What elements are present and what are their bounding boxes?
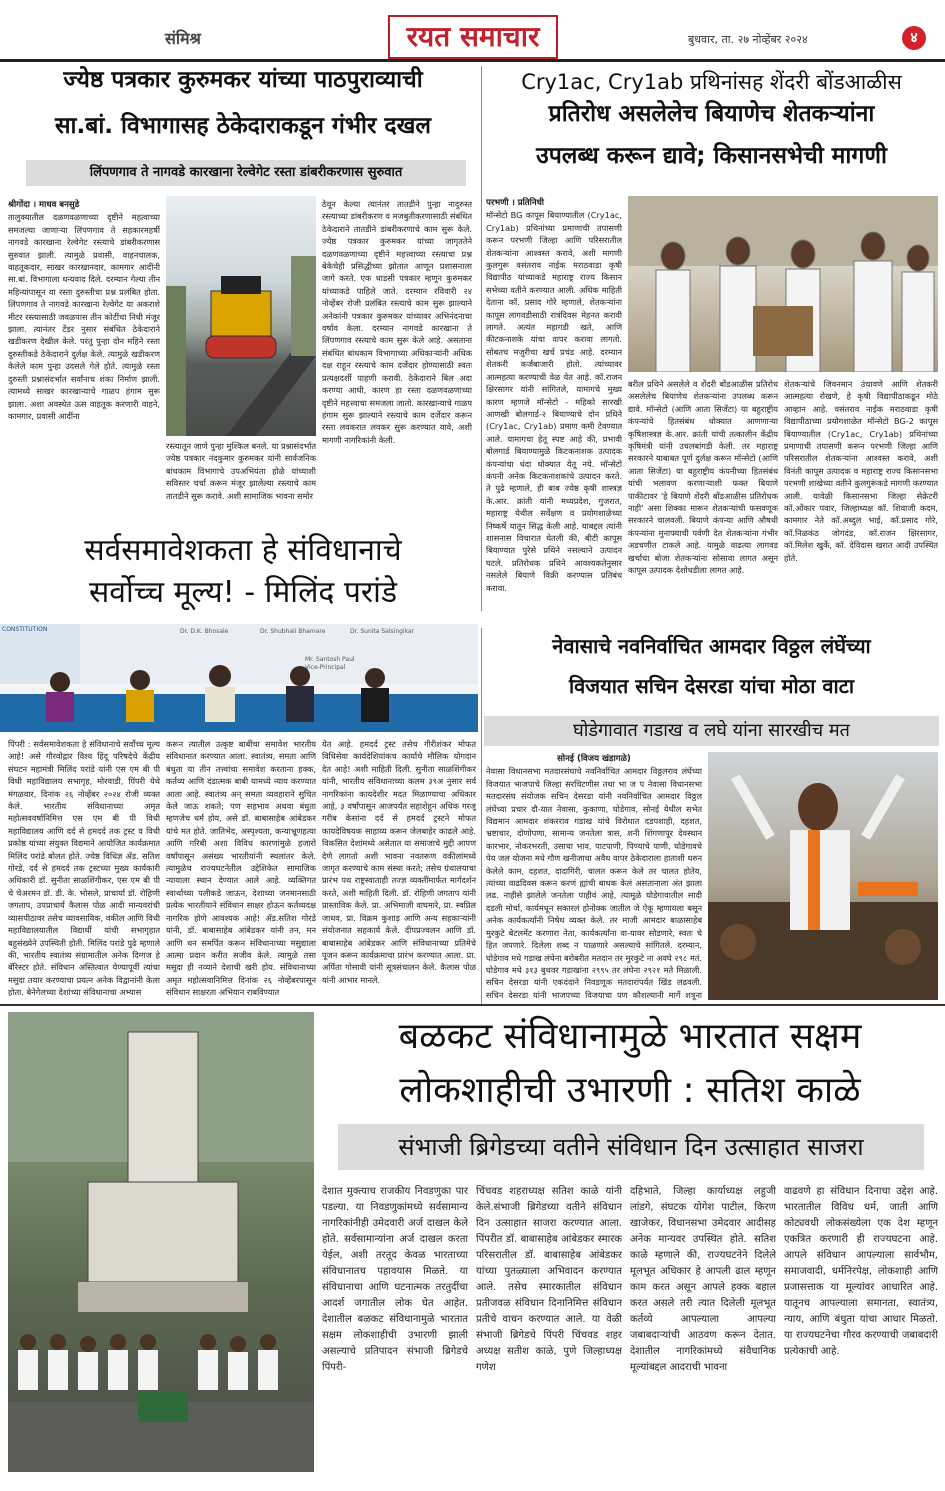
story3-column-3: येत आहे. हमदर्द ट्रस्ट तसेच गीरीशंकर मोफत विधिसेवा कार्यदेशियांकच कार्याचे मौलिक योगदान देत आहे! अशी माहिती दिली. सुनीता साळशिंगीकर यांनी, भारतीय संविधानाच्या कलम ३९अ नुसार सर्व नागरिकांना कायदेशीर मदत मिळाण्याचा अधिकार आहे, ३ वर्षांपासून आजपर्यंत सहाशेहून अधिक गरजू गरीब केसांना दर्द से हमदर्द ट्रस्टने मोफत कायदेविषयक साहाय्य करून जेलबाहेर काढले आहे. विकसित देशांमध्ये असेतात या समाजाचे मुद्दी आपण देणे लागतो अशी भावना नवतरूण वकीलांमध्ये जागृत करण्याचे काम संस्था करते; तसेच ग्रंथालयाचा प्रारंभ पथ राष्ट्रस्वाताही तज्ज्ञ व्यक्तींमार्फत मार्गदर्शन करते, अशी माहिती दिली. डॉ. रोहिणी जगताप यांनी प्रास्ताविक केले. प्रा. अभिमाजी वाघमारे, प्रा. स्वप्निल जाधव, प्रा. विक्रम कुशाड़ आणि अन्य सहकाऱ्यांनी संयोजनात सहकार्य केले. दीपप्रज्वलन आणि डॉ. बाबासाहेब आंबेडकर आणि संविधानाच्या प्रतिमेचे पूजन करून कार्यक्रमाचा प्रारंभ करण्यात आला. प्रा. अर्पिता गोसावी यांनी सूत्रसंचालन केले. कैलास पोळ यांनी आभार मानले. [322,739,476,985]
newspaper-title: रयत समाचार [388,15,558,59]
story2-byline: परभणी । प्रतिनिधी [486,198,544,208]
panel-banner-name-4: Mr. Santosh Paul [305,656,355,663]
story2-kicker: Cry1ac, Cry1ab प्रथिनांसह शेंदरी बोंडआळीस [521,70,902,94]
story4-subheadline: घोडेगावात गडाख व लघे यांना सारखीच मत [484,716,939,746]
story4-byline: सोनई (विजय खंडागळे) [557,754,631,764]
story4-text: नेवासा विधानसभा मतदारसंघाचे नवनिर्वाचित आमदार विठ्ठलराव लंघेंच्या विजयात भाजपाचे जिल्हा सरचिटणीस तथा भा ज प नेवासा विधानसभा मतदारसंघ संयोजक सचिन देसरडा यांनी नवनिर्वाचित आमदार विठ्ठल लंघेंच्या प्रचार दौ-यात नेवासा, कुकाणा, घोडेगाव, सोनई येथील सभेत विद्यमान आमदार शंकरराव गडाख यांचे विरोधात दडपशाही, दहशत, भ्रष्टाचार, दोणोपणा, सामान्य जनतेला त्रास, शनी शिंगणापूर देवस्थान कारभार, नोकरभरती, उसाचा भाव, पाटपाणी, पिण्याचे पाणी, घोडेगावचे पेय जल योजना मधे गौण खनीजाचा अवैध वापर ठेकेदाराला हाताशी धरुन केलेले काम, दहशत, दादागिरी, चालत करून केले तर चालत होतेय, त्यांच्या वाढदिवस करून करणं ह्यांची बाधक केलं असतानाला अंत झाला लढ. नाहीसे झालेले जनतेला पाहीवं आहे, त्यामुळे घोडेगावातील सादी दडली मोर्चा, कार्यमधून सकारलं होनोक्क जातील जे ऐकू म्हणायला बसून अनेक कार्यकर्त्यांनी निषेध व्यक्त केले. तर माजी आमदार बाळासाहेब मुरकुटे बेटलमेंट करणारा नेता, कार्यकर्त्यांना वा-यावर सोडणारे, स्वतः चे हित जपणारे. दिलेला शब्द न पाळणारे असल्याचे सांगितले. दरम्यान, घोडेगाव मधे गडाख लंघेना बरोबरीत मतदान तर मुरकुटे ना अवघे २९८ मतं. घोडेगाव मधे ३१३ बुथवर गडाखांना २९९५ तर लंघेना २९२१ मते मिळाली. सचिन देसरडा यांनी एकदंदाने निवडणूक मतदारांपर्यत खिंड लढवली. सचिन देसरडा यांनी भाजपच्या विजयाचा पण कौशल्यानी मार्गे शत्रूना [486,766,702,1000]
story1-headline-line1: ज्येष्ठ पत्रकार कुरुमकर यांच्या पाठपुराव्याची [63,67,423,93]
divider-vertical-top [481,66,482,611]
story3-headline-line1: सर्वसमावेशकता हे संविधानाचे [84,533,402,568]
story4-headline-line2: विजयात सचिन देसरडा यांचा मोठा वाटा [569,674,854,698]
panel-banner-constitution: CONSTITUTION [2,626,48,633]
page-number: ४ [902,26,926,50]
divider-vertical-middle [481,628,482,1004]
section-label: संमिश्र [165,29,201,48]
story5-subheadline: संभाजी ब्रिगेडच्या वतीने संविधान दिन उत्साहात साजरा [338,1124,924,1170]
panel-banner-name-1: Dr. D.K. Bhosale [180,628,229,635]
story5-headline-line1: बळकट संविधानामुळे भारतात सक्षम [398,1016,862,1057]
story2-column-2: बरील प्रथिने असलेले व शेंदरी बोंडआळीस प्रतिरोध असलेलेच बियाणेच शेतकऱ्यांना उपलब्ध करून द्यावे. मॉन्सेटो (आणि आता सिजेंटा) या बहुराष्ट्रीय कंपन्यांचे हितसंबंध धोक्यात आणणाऱ्या कृषिशास्त्रज्ञ के.आर. क्रांती यांची तत्कालीन केंद्रीय कृषिमंत्री यांनी उचलबांगडी केली. तर महाराष्ट्र सरकारने याबाबत पूर्ण दुर्लक्ष करून मॉन्सेटो (आणि आता सिजेंटा) या बहुराष्ट्रीय कंपनीच्या हितसंबंध यांची भलावण करणाऱ्याशी फक्त बियाणे पाकीटावर 'हे बियाणे शेंदरी बोंडआळीस प्रतिरोधक नाही' असा शिक्का मारून शेतकऱ्यांची फसवणूक सरकारने चालवली. बियाणे कंपन्या आणि औषधी कंपन्यांना मुनाफ्याची पर्वणी देत शेतकऱ्यांना गंभीर अडचणीत टाकले आहे. यामुळे वाढत्या लागवड खर्चाचा बोजा शेतकऱ्यांना सोसावा लागत असून कापूस उत्पादक देशोधडीला लागत आहे. [628,379,778,576]
farmers-meeting-photo [628,196,938,372]
constitution-memorial-photo [8,1012,314,1472]
road-roller-icon [166,196,316,436]
story2-column-3: शेतकऱ्यांचे जिवनमान उंचावणे आणि शेतकरी आत्महत्या रोखणे, हे कृषी विद्यापीठाकडून मोठे आव्हान आहे. वसंतराव नाईक मराठवाडा कृषी विद्यापीठाच्या प्रयोगशाळेत मॉन्सेटो BG-2 कापूस बियाण्यातील (Cry1ac, Cry1ab) प्रथिनांच्या प्रमाणाची तपासणी करून परभणी जिल्हा आणि परिसरातील शेतकऱ्यांना आश्वस्त करावे, अशी विनंती कापूस उत्पादक व महाराष्ट्र राज्य किसानसभा परभणी शाखेच्या वतीने कुलगुरूंकडे मागणी करण्यात आली. यावेळी किसानसभा जिल्हा सेक्रेटरी कॉ.ओंकार पवार, जिल्हाध्यक्ष कॉ. शिवाजी कदम, कामगार नेते कॉ.अब्दुल भाई, कॉ.प्रसाद गोरे, कॉ.निळकंठ जोगदंड, कॉ.राजन क्षिरसागर, कॉ.मिलेश खुर्के, कॉ. देविदास खरात आदी उपस्थित होते. [784,379,938,563]
story3-column-2: करून त्यातील उत्कृष्ट बाबींचा समावेश भारतीय संविधानात करण्यात आला. स्वातंत्र्य, समता आणि बंधुता या तीन तत्त्वांचा समावेश करताना हक्क, कर्तव्य आणि दंडात्मक बाबी यामध्ये न्याय करण्यात आला आहे. स्वातंत्र्य अन् समता व्यवहाराने सुचित केले जाऊ शकते; पण सहभाव अथवा बंधुता म्हणजेच धर्म होय, असे डॉ. बाबासाहेब आंबेडकर यांचे मत होते. जातिभेद, अस्पृश्यता, कन्याभ्रूणहत्या आणि गरिबी अशा विविध कारणांमुळे हजारो वर्षांपासून असंख्य भारतीयांनी स्थलांतर केले. त्यामुळेच राज्यघटनेतील उद्देशिकेत सामाजिक न्यायाला स्थान देण्यात आले आहे. व्यक्तिगत स्वार्थाच्या पलीकडे जाऊन, देशाच्या जनमानसाठी प्रत्येक भारतीयाने संविधान साक्षर होऊन कर्तव्यदक्ष नागरिक होणे आवश्यक आहे! ॲड.सतिश गोरडे यांनी, डॉ. बाबासाहेब आंबेडकर यांनी तन, मन आणि धन समर्पित करून संविधानाच्या मसुद्याला आत्मा प्रदान करीत सजीव केले. त्यामुळे तसा मसुदा ही नव्याने देशाची खरी होय. संविधानाच्या अमृत महोत्सवानिमित्त दिनांक २६ नोव्हेंबरपासून संविधान साक्षरता अभियान राबविण्यात [166,739,316,998]
story2-headline-line1: प्रतिरोध असलेलेच बियाणेच शेतकऱ्यांना [548,101,875,127]
story3-headline-line2: सर्वोच्च मूल्य! - मिलिंद परांडे [88,575,398,610]
story2-column-1 [486,196,622,628]
divider-horizontal [0,1004,945,1006]
story2-column-1-text: मॉन्सेटो BG कापूस बियाण्यातील (Cry1ac, Cry1ab) प्रथिनांच्या प्रमाणाची तपासणी करून परभणी जिल्हा आणि परिसरातील शेतकऱ्यांना आश्वस्त करावे, अशी मागणी कुलगुरू वसंतराव नाईक मराठवाडा कृषी विद्यापीठ यांच्याकडे महाराष्ट्र राज्य किसान सभेच्या वतीने करण्यात आली. अधिक माहिती देताना कॉ. प्रसाद गोरे म्हणाले, शेतकऱ्यांना कापूस लागवडीसाठी रात्रंदिवस मेहनत करावी लागते. अत्यंत महागडी खते, आणि कीटकनाशके यांचा वापर करावा लागतो. सोबतच मजुरीचा खर्च प्रचंड आहे. दरम्यान शेतकरी कर्जबाजारी होतो. त्यांच्यावर आत्महत्या करण्याची वेळ येत आहे. कॉ.राजन क्षिरसागर यांनी सांगितले, यामागचे मुख्य कारण म्हणजे मॉन्सेटो - महिको सारखी आणखी बोलगार्ड-२ बियाण्याचे दोन प्रथिने (Cry1ac, Cry1ab) प्रमाण कमी टेवण्यात आले. यामागचा हेतू स्पष्ट आहे की, प्रभावी बोलगार्ड बियाण्यामुळे किटकनाशक उत्पादक कंपन्यांचा धंदा धोक्यात येतू नये. मॉन्सेटो कंपनी अनेक किटकनाशकांचे उत्पादन करते. ते पुढे म्हणाले, ही बाब ज्येष्ठ कृषी शास्त्रज्ञ के.आर. क्रांती यांनी मध्यप्रदेश, गुजरात, महाराष्ट्र येथील सर्वेक्षण व प्रयोगशाळेच्या निष्कर्षे यातून सिद्ध केली आहे. याबद्दल त्यांनी शासनास विचारात घेतली की, बीटी कापूस बियाण्यात पुरेसे प्रथिने नसल्याने उत्पादन घटले. प्रतिरोधक प्रथिने आवश्यकतेनुसार नसलेले बियाणे विक्री करण्यास प्रतिबंध करावा. [486,210,622,593]
story5-column-3: दहिभाते, जिल्हा कार्याध्यक्ष लहुजी लांडगे, संघटक योगेश पाटील, किरण खाजेकर, विधानसभा उमेदवार आदीसह अनेक मान्यवर उपस्थित होते. सतिश काळे म्हणाले की, राज्यघटनेने दिलेले मूलभूत अधिकार हे आपली ढाल म्हणून काम करत असून आपले हक्क बहाल करत असले तरी त्यात दिलेली मूलभूत कर्तव्ये आपल्याला आपल्या जबाबदाऱ्यांची आठवण करून देतात. देशातील नागरिकांमध्ये संवैधानिक मूल्यांबद्दल आदराची भावना [630,1186,776,1373]
story1-column-1 [8,198,160,538]
story2-headline-line2: उपलब्ध करून द्यावे; किसानसभेची मागणी [536,143,887,169]
story5-column-2: चिंचवड शहराध्यक्ष सतिश काळे यांनी केले.संभाजी ब्रिगेडच्या वतीने संविधान दिन उत्साहात साजरा करण्यात आला. पिंपरीत डॉ. बाबासाहेब आंबेडकर स्मारक परिसरातील डॉ. बाबासाहेब आंबेडकर यांच्या पुतळ्याला अभिवादन करण्यात आले. तसेच स्मारकातील संविधान प्रतीजवळ संविधान दिनानिमित्त संविधान प्रतीचे वाचन करण्यात आले. या वेळी संभाजी ब्रिगेडचे पिंपरी चिंचवड शहर अध्यक्ष सतीश काळे, पुणे जिल्हाध्यक्ष गणेश [476,1186,622,1373]
stage-panel-icon [0,624,478,732]
story5-headline-line2: लोकशाहीची उभारणी : सतिश काळे [399,1070,861,1111]
story1-headline-line2: सा.बां. विभागासह ठेकेदाराकडून गंभीर दखल [54,113,432,139]
victory-celebration-photo [708,752,938,1000]
story4-headline-line1: नेवासाचे नवनिर्वाचित आमदार विठ्ठल लंघेंच्या [552,634,871,658]
celebration-icon [708,752,938,1000]
panel-discussion-photo [0,624,478,732]
story1-column-3: ठेवून केल्या त्यानंतर तातडीने पुन्हा नादुरुस्त रस्त्याच्या डांबरीकरण व मजबुतीकरणासाठी संबंधित ठेकेदाराने तातडीने डांबरीकरणाचे काम सुरू केले. ज्येष्ठ पत्रकार कुरुमकर यांच्या जागृततेने दळणवळणाच्या दृष्टीने महत्त्वाच्या रस्त्याचा प्रश्न बेकेचेही प्रसिद्धीच्या झोतात आणून प्रशासनाला जागे करते. एक धाडसी पत्रकार म्हणून कुरुमकर यांच्याकडे पाहिले जाते. दरम्यान रविवारी २४ नोव्हेंबर रोजी प्रलंबित रस्त्याचे काम सुरू झाल्याने अनेकांनी पत्रकार कुरुमकर यांच्यावर अभिनंदनाचा वर्षाव केला. दरम्यान नागवडे कारखाना ते लिंपणगाव रस्त्याचे काम सुरू केले आहे. असताना संबंधित बांधकाम विभागाच्या अधिकाऱ्यांनी अधिक दक्ष राहून रस्त्याचे काम दर्जेदार होण्यासाठी स्वतः प्रत्यक्षदर्शी पाहणी करावी. ठेकेदाराने बिल अदा करण्या आधी, कारण हा रस्ता दळणवळणाच्या दृष्टीने महत्त्वाचा समजला जातो. कारखान्याचे गाळप हंगाम सुरू झाल्याने रस्त्याचे काम दर्जेदार करून रस्ता लवकरात लवकर सुरू करण्यात यावे, अशी मागणी नागरिकांनी केली. [322,199,472,445]
story3-column-1: पिंपरी : सर्वसमावेशकता हे संविधानाचे सर्वोच्च मूल्य आहे! असे गौरवोद्गार विश्व हिंदू परिषदेचे केंद्रीय संघटन महामंत्री मिलिंद परांडे यांनी एस एम बी पी विधी महाविद्यालय सभागृह, मोरवाडी, पिंपरी येथे मंगळवार, दिनांक २६ नोव्हेंबर २०२४ रोजी व्यक्त केले. भारतीय संविधानाच्या अमृत महोत्सववर्षानिमित्त एस एम बी पी विधी महाविद्यालय आणि दर्द से हमदर्द तक ट्रस्ट व विधी प्रकोष्ठ यांच्या संयुक्त विद्यमाने आयोजित कार्यक्रमात मिलिंद परांडे बोलत होते. ज्येष्ठ विधिज्ञ ॲड. सतिश गोरडे, दर्द से हमदर्द तक ट्रस्टच्या मुख्य कार्यकारी अधिकारी डॉ. सुनीता साळशिंगीकर, एस एम बी पी चे चेअरमन डॉ. डी. के. भोसले, प्राचार्या डॉ. रोहिणी जगताप, उपप्राचार्य कैलास पोळ आदी मान्यवरांची व्यासपीठावर तसेच व्यावसायिक, वकील आणि विधी महाविद्यालयातील विद्यार्थी यांची सभागृहात बहुसंख्येने उपस्थिती होती. मिलिंद परांडे पुढे म्हणाले की, भारतीय स्वातंत्र्य संग्रामातील अनेक दिग्गज हे बॅरिस्टर होते. संविधान अस्तित्वात येण्यापूर्वी त्यांचा मसुदा तयार करण्याचा प्रयत्न अनेक विद्वानांनी केला होता. बेनेगेलच्या देशांच्या संविधानाचा अभ्यास [8,739,160,998]
panel-banner-name-3: Dr. Sunita Salsingikar [350,628,415,635]
story1-subheadline: लिंपणगाव ते नागवडे कारखाना रेल्वेगेट रस्ता डांबरीकरणास सुरुवात [26,160,466,186]
story4-column [486,752,702,1002]
memorial-icon [8,1012,314,1472]
story5-column-4: वाढवणे हा संविधान दिनाचा उद्देश आहे. भारतातील विविध धर्म, जाती आणि कोट्यवधी लोकसंख्येला एक देश म्हणून एकत्रित करणारी ही राज्यघटना आहे. आपले संविधान आपल्याला सार्वभौम, समाजवादी, धर्मनिरपेक्ष, लोकशाही आणि प्रजासत्ताक या मूल्यांवर आधारित आहे. यातूनच आपल्याला समानता, स्वातंत्र्य, न्याय, आणि बंधुता यांचा आधार मिळतो. या राज्यघटनेचा गौरव करण्याची जबाबदारी प्रत्येकाची आहे. [784,1186,938,1357]
story5-column-1: देशात मुक्त्याच राजकीय निवडणुका पार पडल्या. या निवडणुकांमध्ये सर्वसामान्य नागरिकांनीही उमेदवारी अर्ज दाखल केले होते. सर्वसामान्यांना अर्ज दाखल करता येईल, अशी तरतूद केवळ भारताच्या संविधानातच पहावयास मिळते. या संविधानाचा आणि घटनात्मक तरतुदींचा आदर्श जगातील लोक घेत आहेत. देशातील बळकट संविधानामुळे भारतात सक्षम लोकशाहीची उभारणी झाली असल्याचे प्रतिपादन संभाजी ब्रिगेडचे पिंपरी- [322,1186,468,1373]
issue-date: बुधवार, ता. २७ नोव्हेंबर २०२४ [688,33,808,46]
story1-column-2: रस्त्यातून जाणे पुन्हा मुश्किल बनले. या प्रश्नासंदर्भात ज्येष्ठ पत्रकार नंदकुमार कुरुमकर यांनी सार्वजनिक बांधकाम विभागाचे उपअभियंता होळे यांच्याशी सविस्तर चर्चा करून मंजूर झालेल्या रस्त्याचे काम तातडीने सुरू करावे. अशी सामाजिक भावना समोर [166,441,316,501]
panel-banner-name-2: Dr. Shubhali Bhamare [260,628,326,635]
story1-byline: श्रीगोंदा । माधव बनसुडे [8,200,80,210]
group-photo-icon [628,196,938,372]
story1-column-1-text: तालुक्यातील दळणवळणाच्या दृष्टीने महत्वाच्या समजल्या जाणाऱ्या लिंपणगाव ते सहकारमहर्षी नागवडे कारखाना रेल्वेगेट रस्त्याचे डांबरीकरणास सुरुवात झाली. त्यामुळे प्रवासी, वाहनचालक, वाहतूकदार, साखर कारखानदार, कामगार आदींनी सा.बां. विभागाला धन्यवाद दिले. दरम्यान गेल्या तीन महिन्यांपासून या रस्ता दुरुस्तीचा प्रश्न प्रलंबित होता. लिंपणगाव ते नागवडे कारखाना रेल्वेगेट या अकराशे मीटर रस्त्यासाठी जवळपास तीन कोटींचा निधी मंजूर झाला. त्यानंतर टेंडर नुसार संबंधित ठेकेदाराने खडीकरण देखील केले. परंतु पुन्हा दोन महिने रस्ता दुरुस्तीकडे ठेकेदाराने दुर्लक्ष केले. त्यामुळे खडीकरण केलेले काम पुन्हा उदसले गेले होते. त्यामुळे रस्ता दुरुस्ती प्रश्नासंदर्भात सर्वांनाच शंका निर्माण झाली. त्यामध्ये साखर कारखान्याचे गाळप हंगाम सुरू झाला. अशा अवस्थेत ऊस वाहतूक करणारी वाहने, कामगार, प्रवासी आदींना [8,212,160,421]
panel-banner-name-5: Vice-Principal [305,664,346,671]
road-work-photo [166,196,316,436]
masthead [0,0,945,62]
